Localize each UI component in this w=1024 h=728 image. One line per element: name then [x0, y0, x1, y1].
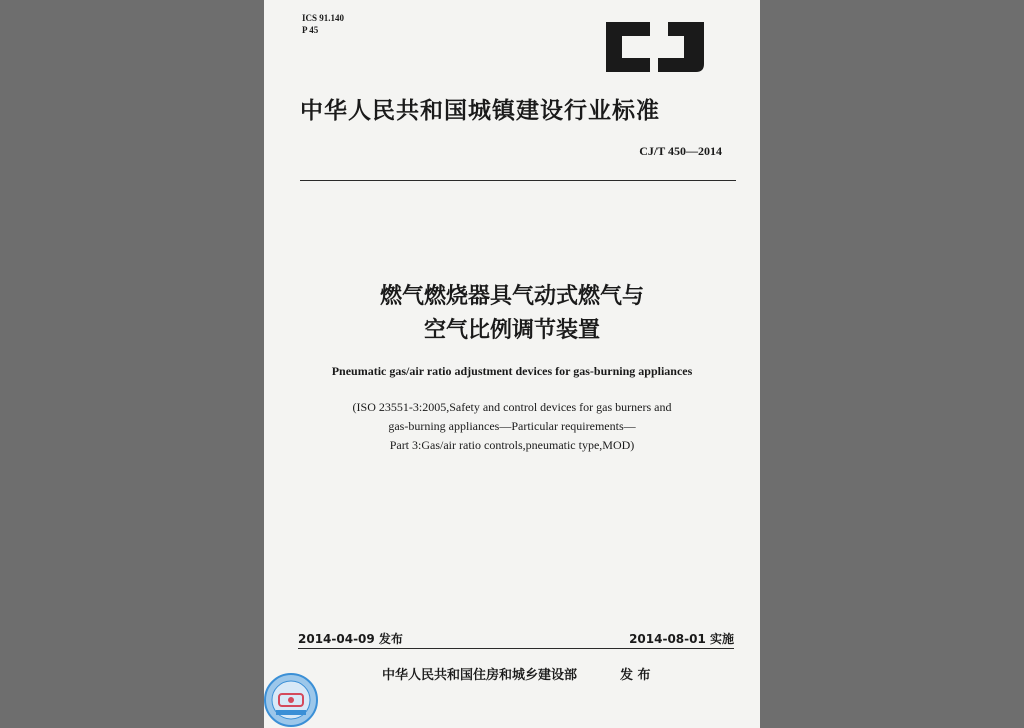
standard-number: CJ/T 450—2014 [639, 144, 722, 158]
chinese-title-line-1: 燃气燃烧器具气动式燃气与 [379, 284, 644, 309]
iso-reference [264, 398, 760, 455]
issue-date: 2014-04-09 发布 [298, 632, 403, 646]
cj-logo [600, 20, 708, 74]
ccs-code: P 45 [302, 25, 319, 35]
iso-reference-line-2: gas-burning appliances—Particular requirements— [388, 419, 636, 433]
header-divider [300, 180, 736, 181]
effective-date: 2014-08-01 实施 [629, 632, 734, 646]
chinese-title [264, 280, 760, 348]
footer-divider [298, 648, 734, 649]
iso-reference-line-1: (ISO 23551-3:2005,Safety and control devices for gas burners and [352, 400, 672, 414]
classification-codes [302, 12, 344, 36]
chinese-title-line-2: 空气比例调节装置 [423, 318, 600, 343]
certification-seal-icon [264, 670, 318, 728]
document-cover-page [264, 0, 760, 728]
publisher-name: 中华人民共和国住房和城乡建设部 [382, 668, 578, 683]
publish-label: 发 布 [620, 668, 651, 683]
iso-reference-line-3: Part 3:Gas/air ratio controls,pneumatic type,MOD) [389, 438, 635, 452]
english-title: Pneumatic gas/air ratio adjustment devices for gas-burning appliances [331, 364, 693, 378]
standard-category-title: 中华人民共和国城镇建设行业标准 [300, 98, 660, 124]
ics-code: ICS 91.140 [302, 13, 345, 23]
